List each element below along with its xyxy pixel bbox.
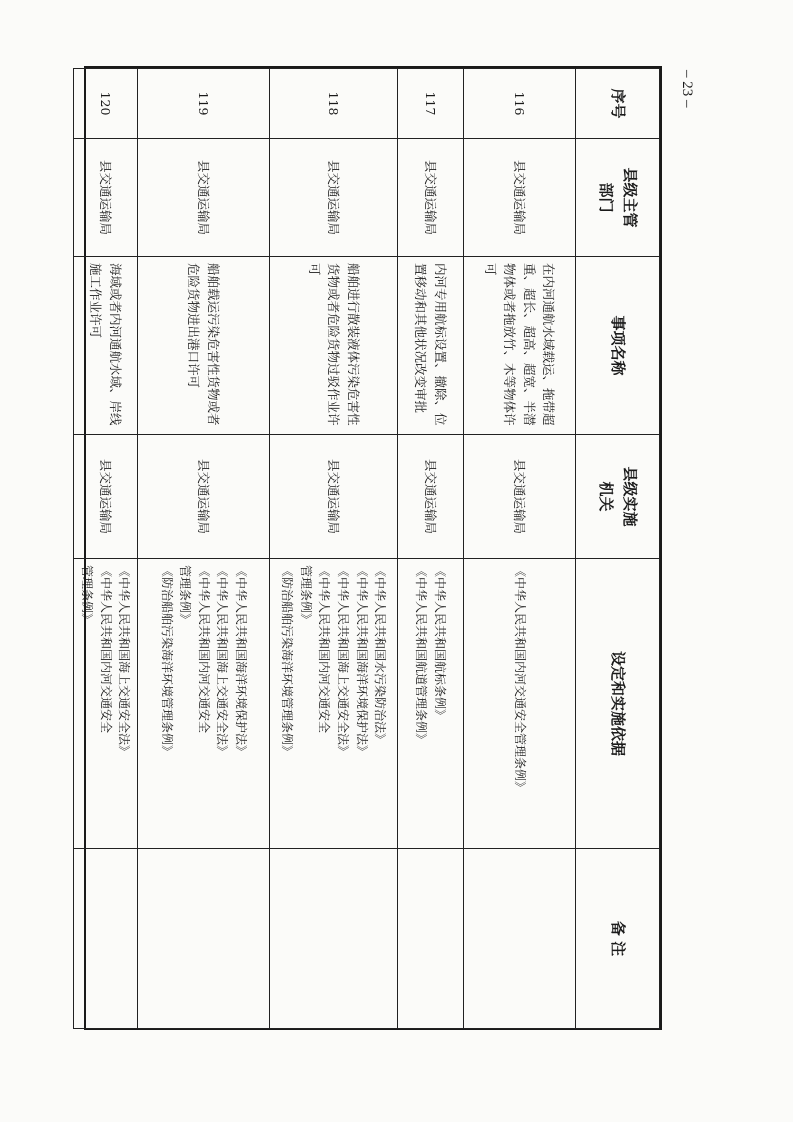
header-item: 事项名称 — [576, 257, 660, 435]
basis-line: 管理条例》 — [178, 565, 193, 626]
cell-seq: 117 — [398, 69, 464, 139]
page-number: – 23 – — [679, 70, 695, 108]
header-agency — [576, 435, 660, 559]
header-notes: 备 注 — [576, 849, 660, 1029]
header-agency-line1: 县级实施 — [620, 466, 639, 527]
basis-line: 《中华人民共和国海上交通安全法》 — [117, 565, 132, 758]
basis-line: 《中华人民共和国海上交通安全法》 — [215, 565, 230, 758]
cell-item: 船舶进行散装液体污染危害性货物或者危险货物过驳作业许可 — [270, 257, 398, 435]
cell-basis — [398, 559, 464, 849]
cell-dept: 县交通运输局 — [464, 139, 576, 257]
cell-agency: 县交通运输局 — [270, 435, 398, 559]
cell-item: 船舶载运污染危害性货物或者危险货物进出港口许可 — [138, 257, 270, 435]
cell-seq: 116 — [464, 69, 576, 139]
cell-basis — [464, 559, 576, 849]
cell-item: 在内河通航水域载运、拖带超重、超长、超高、超宽、半潜物体或者拖放竹、木等物体许可 — [464, 257, 576, 435]
cell-agency: 县交通运输局 — [74, 435, 138, 559]
cell-seq: 120 — [74, 69, 138, 139]
table-row — [270, 69, 398, 1029]
cell-item: 内河专用航标设置、撤除、位置移动和其他状况改变审批 — [398, 257, 464, 435]
approval-items-table — [80, 66, 662, 1030]
cell-seq: 119 — [138, 69, 270, 139]
cell-basis — [270, 559, 398, 849]
basis-line: 《中华人民共和国海洋环境保护法》 — [354, 565, 369, 758]
basis-line: 管理条例》 — [80, 565, 95, 626]
cell-notes — [74, 849, 138, 1029]
cell-notes — [138, 849, 270, 1029]
cell-dept: 县交通运输局 — [270, 139, 398, 257]
header-basis: 设定和实施依据 — [576, 559, 660, 849]
table-header-row — [576, 69, 660, 1029]
cell-dept: 县交通运输局 — [138, 139, 270, 257]
header-dept-line1: 县级主管 — [620, 167, 639, 228]
header-agency-line2: 机关 — [597, 481, 616, 512]
basis-line: 《中华人民共和国航标条例》 — [433, 565, 448, 722]
header-dept — [576, 139, 660, 257]
basis-line: 《中华人民共和国水污染防治法》 — [373, 565, 388, 746]
cell-agency: 县交通运输局 — [464, 435, 576, 559]
cell-agency: 县交通运输局 — [398, 435, 464, 559]
table-row — [398, 69, 464, 1029]
cell-notes — [270, 849, 398, 1029]
header-dept-line2: 部门 — [597, 182, 616, 213]
cell-seq: 118 — [270, 69, 398, 139]
basis-line: 《中华人民共和国内河交通安全 — [317, 565, 332, 734]
table-row — [74, 69, 138, 1029]
header-seq: 序号 — [576, 69, 660, 139]
basis-line: 《中华人民共和国内河交通安全管理条例》 — [512, 565, 527, 794]
basis-line: 《中华人民共和国内河交通安全 — [98, 565, 113, 734]
basis-line: 《防治船舶污染海洋环境管理条例》 — [159, 565, 174, 758]
cell-dept: 县交通运输局 — [74, 139, 138, 257]
cell-notes — [464, 849, 576, 1029]
cell-notes — [398, 849, 464, 1029]
basis-line: 《中华人民共和国海洋环境保护法》 — [233, 565, 248, 758]
cell-basis — [138, 559, 270, 849]
cell-agency: 县交通运输局 — [138, 435, 270, 559]
cell-basis — [74, 559, 138, 849]
basis-line: 《中华人民共和国内河交通安全 — [196, 565, 211, 734]
cell-dept: 县交通运输局 — [398, 139, 464, 257]
table-row — [464, 69, 576, 1029]
basis-line: 《中华人民共和国航道管理条例》 — [414, 565, 429, 746]
cell-item: 海域或者内河通航水域、岸线施工作业许可 — [74, 257, 138, 435]
table-row — [138, 69, 270, 1029]
basis-line: 管理条例》 — [298, 565, 313, 626]
basis-line: 《中华人民共和国海上交通安全法》 — [336, 565, 351, 758]
basis-line: 《防治船舶污染海洋环境管理条例》 — [280, 565, 295, 758]
